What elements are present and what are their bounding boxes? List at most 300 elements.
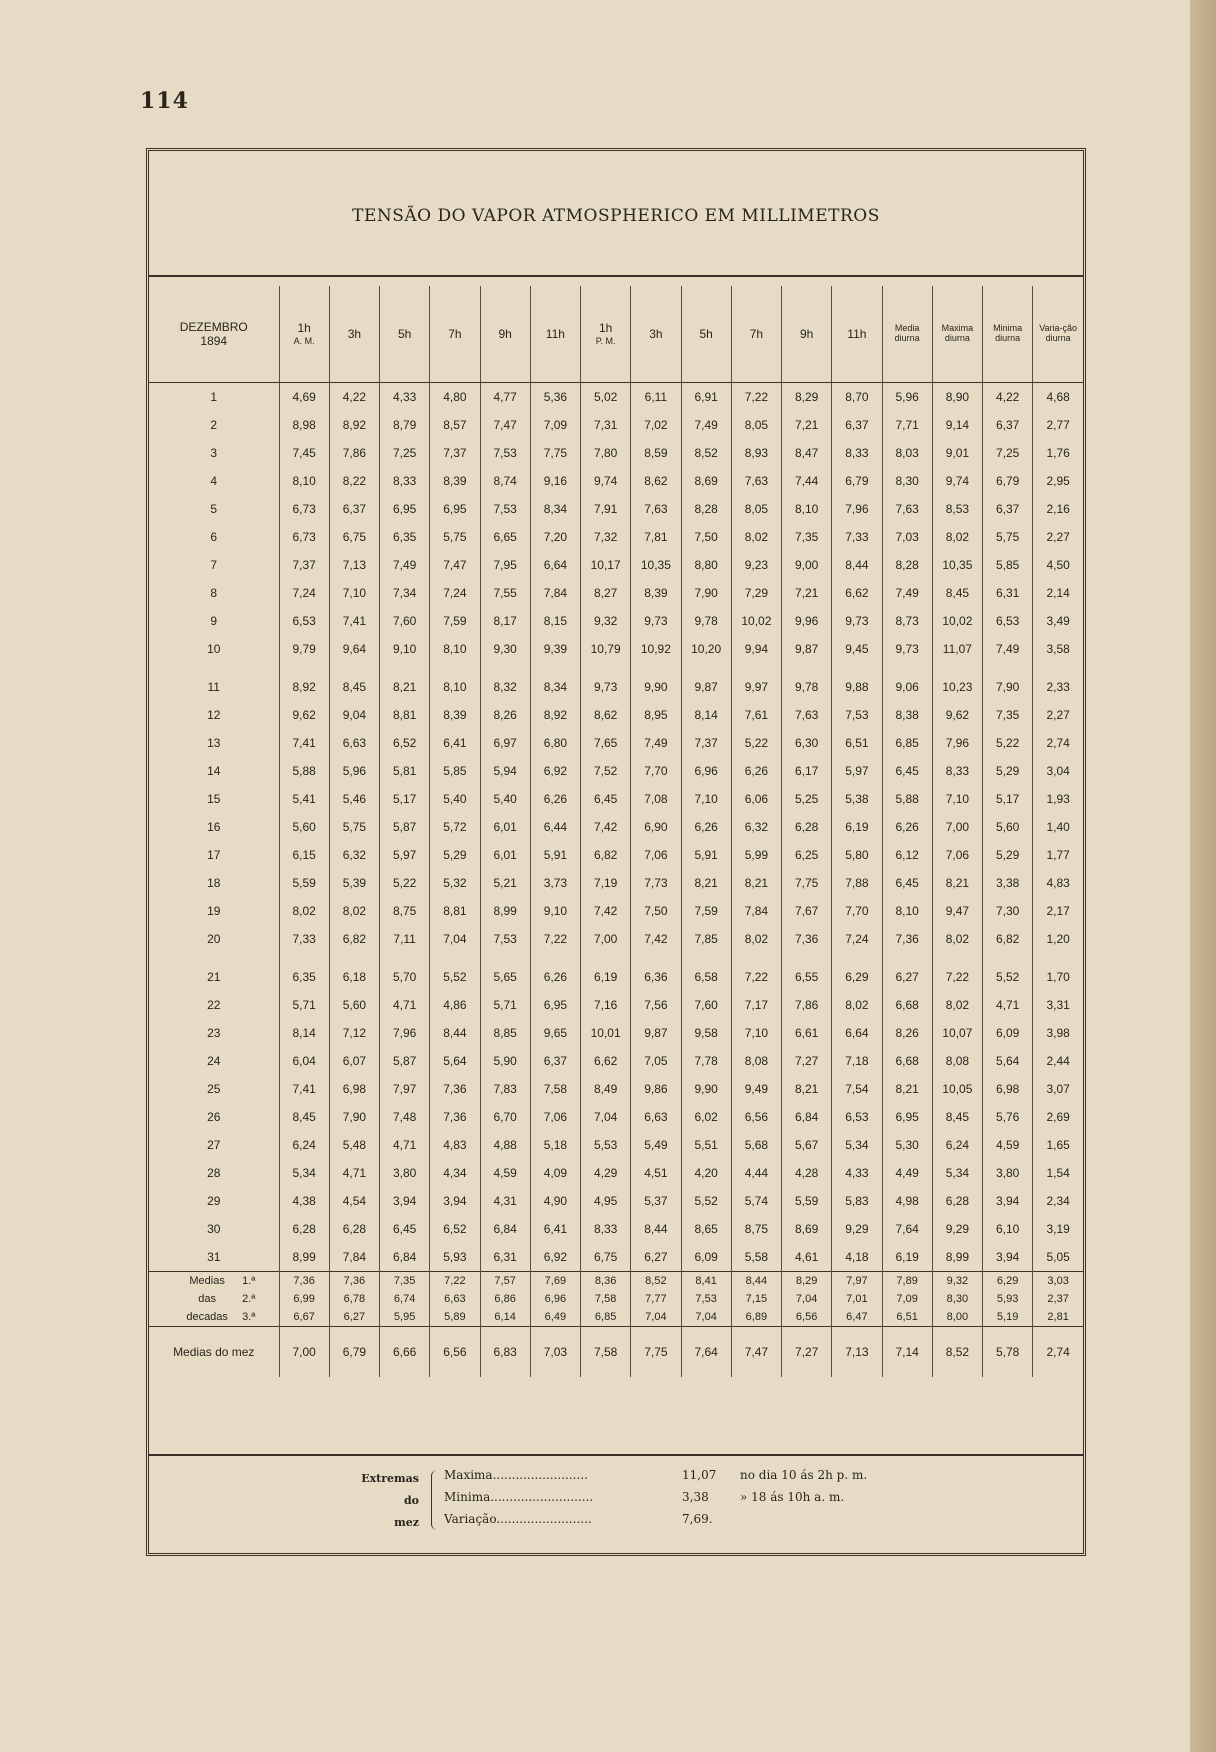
- table-cell: 5,85: [430, 757, 480, 785]
- table-cell: 7,03: [882, 523, 932, 551]
- table-cell: 7,35: [983, 701, 1033, 729]
- table-row: [149, 1103, 1083, 1131]
- table-cell: 5,75: [983, 523, 1033, 551]
- table-cell: 2,69: [1033, 1103, 1083, 1131]
- table-cell: 5,02: [581, 383, 631, 412]
- table-cell: 8,39: [631, 579, 681, 607]
- table-cell: 7,22: [731, 383, 781, 412]
- table-cell: 8,44: [731, 1272, 781, 1291]
- table-cell: 6,41: [430, 729, 480, 757]
- table-cell: 7,42: [581, 813, 631, 841]
- table-row: [149, 635, 1083, 663]
- table-cell: 5,21: [480, 869, 530, 897]
- table-cell: 8,45: [932, 579, 982, 607]
- table-cell: 9,10: [380, 635, 430, 663]
- table-cell: 5,22: [380, 869, 430, 897]
- table-cell: 5,71: [480, 991, 530, 1019]
- table-cell: 7,11: [380, 925, 430, 953]
- table-cell: 8,74: [480, 467, 530, 495]
- table-cell: 9,90: [681, 1075, 731, 1103]
- table-cell: 9,62: [932, 701, 982, 729]
- table-cell: 7,36: [430, 1103, 480, 1131]
- table-cell: 8,79: [380, 411, 430, 439]
- table-cell: 6,92: [530, 1243, 580, 1272]
- decade-mean-row: [149, 1272, 1083, 1291]
- table-cell: 8,30: [882, 467, 932, 495]
- table-cell: 5,22: [731, 729, 781, 757]
- table-row: [149, 897, 1083, 925]
- table-row: [149, 1243, 1083, 1272]
- decade-label-text: decadas: [186, 1311, 228, 1323]
- table-cell: 6,82: [581, 841, 631, 869]
- table-cell: 6,79: [983, 467, 1033, 495]
- table-cell: 7,00: [279, 1327, 329, 1378]
- table-cell: 5: [210, 502, 218, 516]
- table-cell: 7,50: [681, 523, 731, 551]
- table-cell: 2,27: [1033, 523, 1083, 551]
- header-hour: 9h: [480, 286, 530, 383]
- table-cell: 8,44: [832, 551, 882, 579]
- table-cell: 6,70: [480, 1103, 530, 1131]
- table-cell: 8,22: [329, 467, 379, 495]
- table-cell: 7,53: [832, 701, 882, 729]
- table-cell: 6,95: [430, 495, 480, 523]
- table-cell: 9,87: [631, 1019, 681, 1047]
- table-cell: 10,35: [631, 551, 681, 579]
- table-cell: 7,44: [782, 467, 832, 495]
- table-cell: 6,19: [832, 813, 882, 841]
- table-row: [149, 925, 1083, 953]
- table-cell: 7,25: [380, 439, 430, 467]
- table-cell: 8,80: [681, 551, 731, 579]
- table-cell: 9,90: [631, 673, 681, 701]
- table-cell: 6,53: [279, 607, 329, 635]
- spacer-cell: [882, 953, 932, 963]
- table-cell: 5,88: [279, 757, 329, 785]
- table-cell: 8,45: [329, 673, 379, 701]
- divider: [149, 1454, 1083, 1456]
- table-cell: 6,52: [380, 729, 430, 757]
- table-cell: 7,27: [782, 1047, 832, 1075]
- table-cell: 7,36: [430, 1075, 480, 1103]
- table-cell: 6,51: [882, 1308, 932, 1327]
- table-cell: 10,92: [631, 635, 681, 663]
- table-cell: 3,73: [530, 869, 580, 897]
- table-cell: 7,63: [882, 495, 932, 523]
- table-cell: 2: [210, 418, 218, 432]
- table-cell: 7,01: [832, 1290, 882, 1308]
- header-hour: 1h P. M.: [581, 286, 631, 383]
- table-cell: 7,53: [480, 495, 530, 523]
- table-cell: 4,68: [1033, 383, 1083, 412]
- table-cell: 6,37: [530, 1047, 580, 1075]
- table-cell: 6,63: [430, 1290, 480, 1308]
- table-cell: 6,28: [279, 1215, 329, 1243]
- table-cell: 9,29: [932, 1215, 982, 1243]
- table-row: [149, 1019, 1083, 1047]
- table-cell: 6,28: [329, 1215, 379, 1243]
- table-cell: 26: [207, 1110, 221, 1124]
- header-hour: 11h: [530, 286, 580, 383]
- table-cell: 6,79: [329, 1327, 379, 1378]
- table-cell: 7,47: [731, 1327, 781, 1378]
- table-cell: 4,95: [581, 1187, 631, 1215]
- table-cell: 9,78: [782, 673, 832, 701]
- table-cell: 7,59: [430, 607, 480, 635]
- table-cell: 3,04: [1033, 757, 1083, 785]
- table-cell: 6: [210, 530, 218, 544]
- table-cell: 7,34: [380, 579, 430, 607]
- table-cell: 5,94: [480, 757, 530, 785]
- table-cell: 7,53: [480, 439, 530, 467]
- table-cell: 5,75: [430, 523, 480, 551]
- table-cell: 3,31: [1033, 991, 1083, 1019]
- spacer-cell: [932, 663, 982, 673]
- table-cell: 6,53: [983, 607, 1033, 635]
- table-cell: 4,71: [983, 991, 1033, 1019]
- table-row: [149, 1075, 1083, 1103]
- decade-ordinal: 3.ª: [242, 1311, 256, 1323]
- table-cell: 11: [207, 680, 220, 694]
- table-row: [149, 383, 1083, 412]
- table-cell: 25: [207, 1082, 221, 1096]
- spacer-cell: [1033, 663, 1083, 673]
- table-cell: 7,37: [279, 551, 329, 579]
- table-cell: 24: [207, 1054, 221, 1068]
- table-cell: 31: [207, 1250, 221, 1264]
- table-cell: 8,32: [480, 673, 530, 701]
- table-cell: 8,21: [782, 1075, 832, 1103]
- table-cell: 9,73: [882, 635, 932, 663]
- table-cell: 7,06: [631, 841, 681, 869]
- table-cell: 6,35: [279, 963, 329, 991]
- table-cell: 7,21: [782, 579, 832, 607]
- table-cell: 6,26: [530, 963, 580, 991]
- spacer-cell: [581, 663, 631, 673]
- table-cell: 8,75: [380, 897, 430, 925]
- table-cell: 6,49: [530, 1308, 580, 1327]
- table-cell: 7,97: [832, 1272, 882, 1291]
- table-cell: 6,99: [279, 1290, 329, 1308]
- table-cell: 4,77: [480, 383, 530, 412]
- table-cell: 8,47: [782, 439, 832, 467]
- table-cell: 13: [207, 736, 221, 750]
- table-cell: 8,90: [932, 383, 982, 412]
- table-cell: 4,22: [329, 383, 379, 412]
- table-cell: 7,64: [681, 1327, 731, 1378]
- table-cell: 5,76: [983, 1103, 1033, 1131]
- table-cell: 1,40: [1033, 813, 1083, 841]
- header-month: DEZEMBRO 1894: [149, 286, 279, 383]
- table-cell: 9,00: [782, 551, 832, 579]
- table-cell: 7,90: [681, 579, 731, 607]
- table-cell: 7,24: [279, 579, 329, 607]
- table-cell: 7,17: [731, 991, 781, 1019]
- table-cell: 5,37: [631, 1187, 681, 1215]
- header-media: Media diurna: [882, 286, 932, 383]
- table-cell: 9,16: [530, 467, 580, 495]
- decade-label: [149, 1290, 279, 1308]
- spacer-cell: [882, 663, 932, 673]
- header-hour: 9h: [782, 286, 832, 383]
- table-cell: 7,63: [631, 495, 681, 523]
- table-cell: 27: [207, 1138, 221, 1152]
- table-cell: 6,74: [380, 1290, 430, 1308]
- table-cell: 1,77: [1033, 841, 1083, 869]
- table-cell: 9,30: [480, 635, 530, 663]
- table-cell: 6,55: [782, 963, 832, 991]
- table-cell: 7,69: [530, 1272, 580, 1291]
- table-cell: 8,08: [731, 1047, 781, 1075]
- table-cell: 8,02: [731, 523, 781, 551]
- spacer-cell: [279, 953, 329, 963]
- brace: [431, 1470, 440, 1530]
- table-cell: 7,04: [681, 1308, 731, 1327]
- table-row: [149, 1159, 1083, 1187]
- table-cell: 29: [207, 1194, 221, 1208]
- table-cell: 7,81: [631, 523, 681, 551]
- table-row: [149, 673, 1083, 701]
- table-cell: 7,42: [581, 897, 631, 925]
- table-cell: 9,32: [581, 607, 631, 635]
- table-cell: 8,52: [932, 1327, 982, 1378]
- table-cell: 8,39: [430, 467, 480, 495]
- table-cell: 8,26: [882, 1019, 932, 1047]
- spacer-cell: [631, 663, 681, 673]
- table-cell: 7,21: [782, 411, 832, 439]
- table-cell: 7,77: [631, 1290, 681, 1308]
- table-cell: 7,33: [279, 925, 329, 953]
- table-cell: 9,47: [932, 897, 982, 925]
- table-cell: 8,39: [430, 701, 480, 729]
- table-cell: 2,74: [1033, 1327, 1083, 1378]
- table-cell: 7,05: [631, 1047, 681, 1075]
- table-cell: 6,09: [681, 1243, 731, 1272]
- table-cell: 6,95: [530, 991, 580, 1019]
- table-cell: 17: [207, 848, 221, 862]
- table-cell: 8,10: [882, 897, 932, 925]
- table-cell: 6,56: [430, 1327, 480, 1378]
- spacer-cell: [932, 953, 982, 963]
- table-cell: 7,83: [480, 1075, 530, 1103]
- table-cell: 4,90: [530, 1187, 580, 1215]
- table-cell: 7,36: [279, 1272, 329, 1291]
- table-cell: 6,82: [983, 925, 1033, 953]
- table-cell: 5,52: [983, 963, 1033, 991]
- table-cell: 9,97: [731, 673, 781, 701]
- table-cell: 6,27: [631, 1243, 681, 1272]
- table-cell: 7,56: [631, 991, 681, 1019]
- table-cell: 6,11: [631, 383, 681, 412]
- spacer-cell: [530, 663, 580, 673]
- table-cell: 8,44: [430, 1019, 480, 1047]
- table-cell: 4,61: [782, 1243, 832, 1272]
- table-row: [149, 495, 1083, 523]
- table-cell: 9: [210, 614, 218, 628]
- table-cell: 3,94: [380, 1187, 430, 1215]
- spacer-cell: [329, 663, 379, 673]
- table-row: [149, 785, 1083, 813]
- table-cell: 6,75: [581, 1243, 631, 1272]
- table-cell: 6,78: [329, 1290, 379, 1308]
- table-cell: 7,41: [279, 1075, 329, 1103]
- table-cell: 7,96: [380, 1019, 430, 1047]
- table-cell: 5,60: [983, 813, 1033, 841]
- table-cell: 5,95: [380, 1308, 430, 1327]
- table-cell: 2,17: [1033, 897, 1083, 925]
- table-cell: 7,73: [631, 869, 681, 897]
- table-cell: 7,90: [329, 1103, 379, 1131]
- table-cell: 6,45: [882, 869, 932, 897]
- table-cell: 7,13: [329, 551, 379, 579]
- spacer-cell: [782, 663, 832, 673]
- table-cell: 9,58: [681, 1019, 731, 1047]
- spacer-cell: [983, 953, 1033, 963]
- table-cell: 8,99: [279, 1243, 329, 1272]
- table-cell: 7,49: [983, 635, 1033, 663]
- table-cell: 8,75: [731, 1215, 781, 1243]
- table-cell: 5,52: [681, 1187, 731, 1215]
- table-cell: 8,38: [882, 701, 932, 729]
- table-cell: 7,75: [782, 869, 832, 897]
- table-cell: 8,29: [782, 1272, 832, 1291]
- table-cell: 8,41: [681, 1272, 731, 1291]
- table-cell: 6,19: [581, 963, 631, 991]
- table-row: [149, 1187, 1083, 1215]
- table-cell: 6,80: [530, 729, 580, 757]
- header-minima: Minima diurna: [983, 286, 1033, 383]
- table-cell: 9,87: [782, 635, 832, 663]
- table-cell: 7,04: [430, 925, 480, 953]
- table-cell: 7,88: [832, 869, 882, 897]
- table-cell: 6,73: [279, 495, 329, 523]
- table-cell: 7,96: [932, 729, 982, 757]
- table-cell: 8,45: [932, 1103, 982, 1131]
- table-cell: 7,10: [731, 1019, 781, 1047]
- table-cell: 7,29: [731, 579, 781, 607]
- table-row: [149, 869, 1083, 897]
- table-cell: 7,58: [581, 1327, 631, 1378]
- spacer-cell: [731, 663, 781, 673]
- table-cell: 7,06: [932, 841, 982, 869]
- table-cell: 8,69: [782, 1215, 832, 1243]
- table-cell: 5,22: [983, 729, 1033, 757]
- table-cell: 6,01: [480, 841, 530, 869]
- table-cell: 6,84: [782, 1103, 832, 1131]
- table-cell: 6,63: [631, 1103, 681, 1131]
- table-cell: 4,18: [832, 1243, 882, 1272]
- table-cell: 5,32: [430, 869, 480, 897]
- table-cell: 6,32: [329, 841, 379, 869]
- table-cell: 1,70: [1033, 963, 1083, 991]
- table-cell: 6,14: [480, 1308, 530, 1327]
- table-cell: 7,53: [681, 1290, 731, 1308]
- table-cell: 8,62: [631, 467, 681, 495]
- table-cell: 9,29: [832, 1215, 882, 1243]
- table-cell: 6,44: [530, 813, 580, 841]
- table-cell: 7,33: [832, 523, 882, 551]
- table-cell: 4,31: [480, 1187, 530, 1215]
- table-cell: 7,42: [631, 925, 681, 953]
- decade-mean-row: [149, 1290, 1083, 1308]
- header-hour: 11h: [832, 286, 882, 383]
- table-cell: 5,18: [530, 1131, 580, 1159]
- table-cell: 5,60: [329, 991, 379, 1019]
- table-cell: 19: [207, 904, 221, 918]
- table-cell: 6,83: [480, 1327, 530, 1378]
- table-cell: 7,75: [530, 439, 580, 467]
- table-cell: 5,93: [983, 1290, 1033, 1308]
- table-cell: 7,65: [581, 729, 631, 757]
- table-row: [149, 467, 1083, 495]
- table-cell: 6,95: [882, 1103, 932, 1131]
- table-cell: 6,19: [882, 1243, 932, 1272]
- table-cell: 4,34: [430, 1159, 480, 1187]
- table-cell: 8,59: [631, 439, 681, 467]
- table-cell: 7,91: [581, 495, 631, 523]
- table-cell: 7,61: [731, 701, 781, 729]
- table-cell: 5,93: [430, 1243, 480, 1272]
- spacer-cell: [681, 953, 731, 963]
- table-cell: 9,74: [932, 467, 982, 495]
- table-row: [149, 963, 1083, 991]
- table-cell: 6,29: [983, 1272, 1033, 1291]
- table-cell: 7,13: [832, 1327, 882, 1378]
- table-cell: 6,45: [380, 1215, 430, 1243]
- table-cell: 7,12: [329, 1019, 379, 1047]
- table-cell: 14: [207, 764, 221, 778]
- table-cell: 8,33: [832, 439, 882, 467]
- spacer-cell: [581, 953, 631, 963]
- table-cell: 8,95: [631, 701, 681, 729]
- table-cell: 5,67: [782, 1131, 832, 1159]
- table-cell: 5,71: [279, 991, 329, 1019]
- table-cell: 7,27: [782, 1327, 832, 1378]
- header-hour: 7h: [430, 286, 480, 383]
- table-cell: 5,91: [530, 841, 580, 869]
- table-cell: 3,38: [983, 869, 1033, 897]
- table-cell: 4,71: [380, 991, 430, 1019]
- table-cell: 6,45: [581, 785, 631, 813]
- table-cell: 6,24: [279, 1131, 329, 1159]
- table-cell: 7,63: [731, 467, 781, 495]
- table-cell: 4,38: [279, 1187, 329, 1215]
- table-cell: 6,66: [380, 1327, 430, 1378]
- table-cell: 7,86: [329, 439, 379, 467]
- table-cell: 7,37: [681, 729, 731, 757]
- table-cell: 9,23: [731, 551, 781, 579]
- table-cell: 1: [210, 390, 218, 404]
- table-cell: 7,06: [530, 1103, 580, 1131]
- extreme-variacao: Variação......................... 7,69.: [444, 1512, 713, 1526]
- table-cell: 5,87: [380, 1047, 430, 1075]
- table-cell: 5,36: [530, 383, 580, 412]
- table-cell: 7,22: [430, 1272, 480, 1291]
- table-cell: 8,30: [932, 1290, 982, 1308]
- table-cell: 7,60: [380, 607, 430, 635]
- decade-label: [149, 1308, 279, 1327]
- table-cell: 4,83: [430, 1131, 480, 1159]
- table-cell: 9,73: [631, 607, 681, 635]
- spacer-cell: [149, 663, 279, 673]
- table-cell: 8,27: [581, 579, 631, 607]
- table-cell: 5,05: [1033, 1243, 1083, 1272]
- table-cell: 6,37: [832, 411, 882, 439]
- table-cell: 6,37: [329, 495, 379, 523]
- table-cell: 8,99: [480, 897, 530, 925]
- table-cell: 5,81: [380, 757, 430, 785]
- table-cell: 4,88: [480, 1131, 530, 1159]
